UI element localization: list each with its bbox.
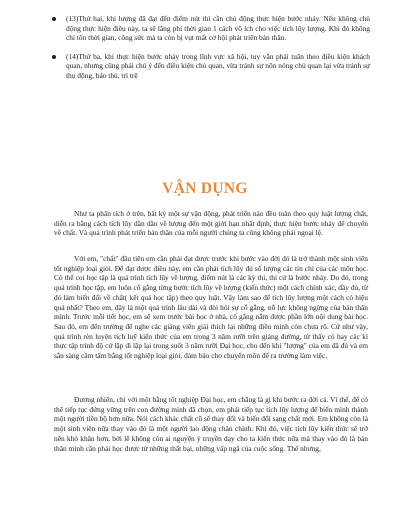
bullet-dot-icon [52,17,56,21]
bullet-dot-icon [52,55,56,59]
paragraph: Như ta phân tích ở trên, bất kỳ một sự vận động, phát triển nào đều tuân theo quy luật lượng chất, diễn ra bằng cách tích lũy dần dần về lượng đến một giới hạn nhất định, thực hiện bước nhảy để chuyển về chất. Và quá trình phát triển bản thân của mỗi người chúng ta cũng không phải ngoại lệ. [54,209,368,238]
bullet-text: (13)Thứ hai, khi lượng đã đạt đến điểm nút thì cần chủ động thực hiện bước nhảy. Nếu không chủ động thực hiện điều này, ta sẽ lãng phí thời gian 1 cách vô ích cho việc tích lũy lượng. Khi đó không chỉ tốn thời gian, công sức mà ta còn bị vụt mất cơ hội phát triển bản thân. [66,14,370,43]
bullet-item [52,52,370,81]
bullet-list [52,14,370,90]
paragraph: Đương nhiên, chỉ với một bằng tốt nghiệp Đại học, em chẳng là gì khi bước ra đời cả. Vì thế, để có thể tiếp tục đứng vững trên con đường mình đã chọn, em phải tiếp tục tích lũy lượng để biến mình thành một người tiền bộ hơn nữa. Nói cách khác chất cũ sẽ thay đổi và biến đổi sang chất mới. Em không còn là một sinh viên nữa thay vào đó là một người lao động chân chính. Khi đó, việc tích lũy kiến thức sẽ trở nên khó khăn hơn, bởi lẽ không còn ai nguyện ý truyền dạy cho ta kiến thức nữa mà thay vào đó là bản thân mình cần phải học được từ những thất bại, những vấp ngã của cuộc sống. Thế nhưng, [54,395,368,453]
bullet-item [52,14,370,43]
bullet-text: (14)Thứ ba, khi thực hiện bước nhảy trong lĩnh vực xã hội, tuy vẫn phải tuân theo điều kiện khách quan, nhưng cũng phải chú ý đến điều kiện chủ quan, vừa tránh sự nôn nóng chủ quan lại vừa tránh sự thụ động, bảo thủ, trì trệ [66,51,370,80]
section-heading: VẬN DỤNG [162,180,248,197]
paragraph: Với em, "chất" đầu tiên em cần phải đạt được trước khi bước vào đời đó là trở thành một sinh viên tốt nghiệp loại giỏi. Để đạt được điều này, em cần phải tích lũy đủ số lượng các tín chỉ của các môn học. Có thể coi học tập là quá trình tích lũy về lượng, điểm nút là các kỳ thi, thi cử là bước nhảy. Do đó, trong quá trình học tập, em luôn cố gắng từng bước tích lũy về lượng (kiến thức) một cách chính xác, đầy đủ, từ đó làm biến đổi về chất( kết quả học tập) theo quy luật. Vậy làm sao để tích lũy lượng một cách có hiệu quả nhất? Theo em, đây là một quá trình lâu dài và đòi hỏi sự cố gắng, nỗ lực không ngừng của bản thân mình. Trước mỗi tiết học, em sẽ xem trước bài học ở nhà, cố gắng nắm được phần lớn nội dung bài học. Sau đó, em đến trường để nghe các giảng viên giải thích lại những điều mình còn chưa rõ. Cứ như vậy, quá trình rèn luyện tích luỹ kiến thức của em trong 3 năm rưỡi trên giảng đường, từ thấy có hay các kì thực tập trình độ cứ lặp đi lặp lại trong suốt 3 năm rưỡi Đại học, cho đến khi "lượng" của em đã đủ và em sẵn sàng cầm tấm bằng tốt nghiệp loại giỏi, đảm bảo cho chuyển môn để ra trường làm việc. [54,254,368,361]
